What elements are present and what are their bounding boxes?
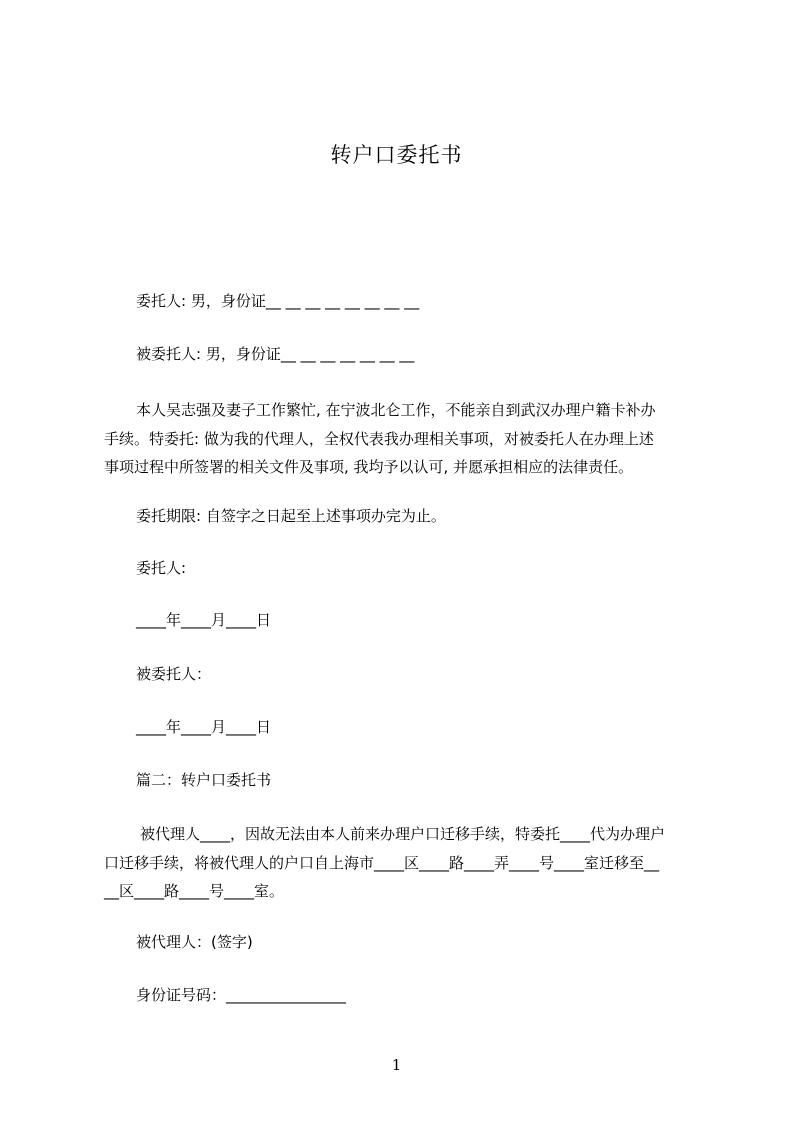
body-paragraph-line-1: 本人吴志强及妻子工作繁忙, 在宁波北仑工作，不能亲自到武汉办理户籍卡补办 [136,401,656,419]
agent-line: 被委托人: 男，身份证__ __ __ __ __ __ __ [136,345,415,363]
section-two-line-2: 口迁移手续，将被代理人的户口自上海市____区____路____弄____号____室迁移至__ [104,853,660,872]
term-line: 委托期限: 自签字之日起至上述事项办完为止。 [136,507,446,525]
agent-date: ____年____月____日 [136,718,272,736]
id-number-label: 身份证号码：________________ [136,986,347,1004]
page-number: 1 [391,1056,402,1074]
body-paragraph-line-3: 事项过程中所签署的相关文件及事项, 我均予以认可, 并愿承担相应的法律责任。 [104,458,634,476]
section-two-line-3: __区____路____号____室。 [104,882,285,900]
principal-line: 委托人: 男，身份证__ __ __ __ __ __ __ __ [136,292,420,310]
document-title: 转户口委托书 [330,143,463,167]
section-two-line-1: 被代理人____，因故无法由本人前来办理户口迁移手续，特委托____代为办理户 [140,825,666,843]
body-paragraph [104,396,700,482]
principal-sign-label: 委托人: [136,559,187,577]
agent-sign-label: 被委托人： [136,665,212,683]
principal-date: ____年____月____日 [136,611,272,629]
section-two-paragraph [104,820,700,906]
section-two-heading: 篇二：转户口委托书 [136,771,272,789]
body-paragraph-line-2: 手续。特委托: 做为我的代理人，全权代表我办理相关事项，对被委托人在办理上述 [104,429,654,448]
represented-sign-label: 被代理人：(签字) [136,933,253,951]
